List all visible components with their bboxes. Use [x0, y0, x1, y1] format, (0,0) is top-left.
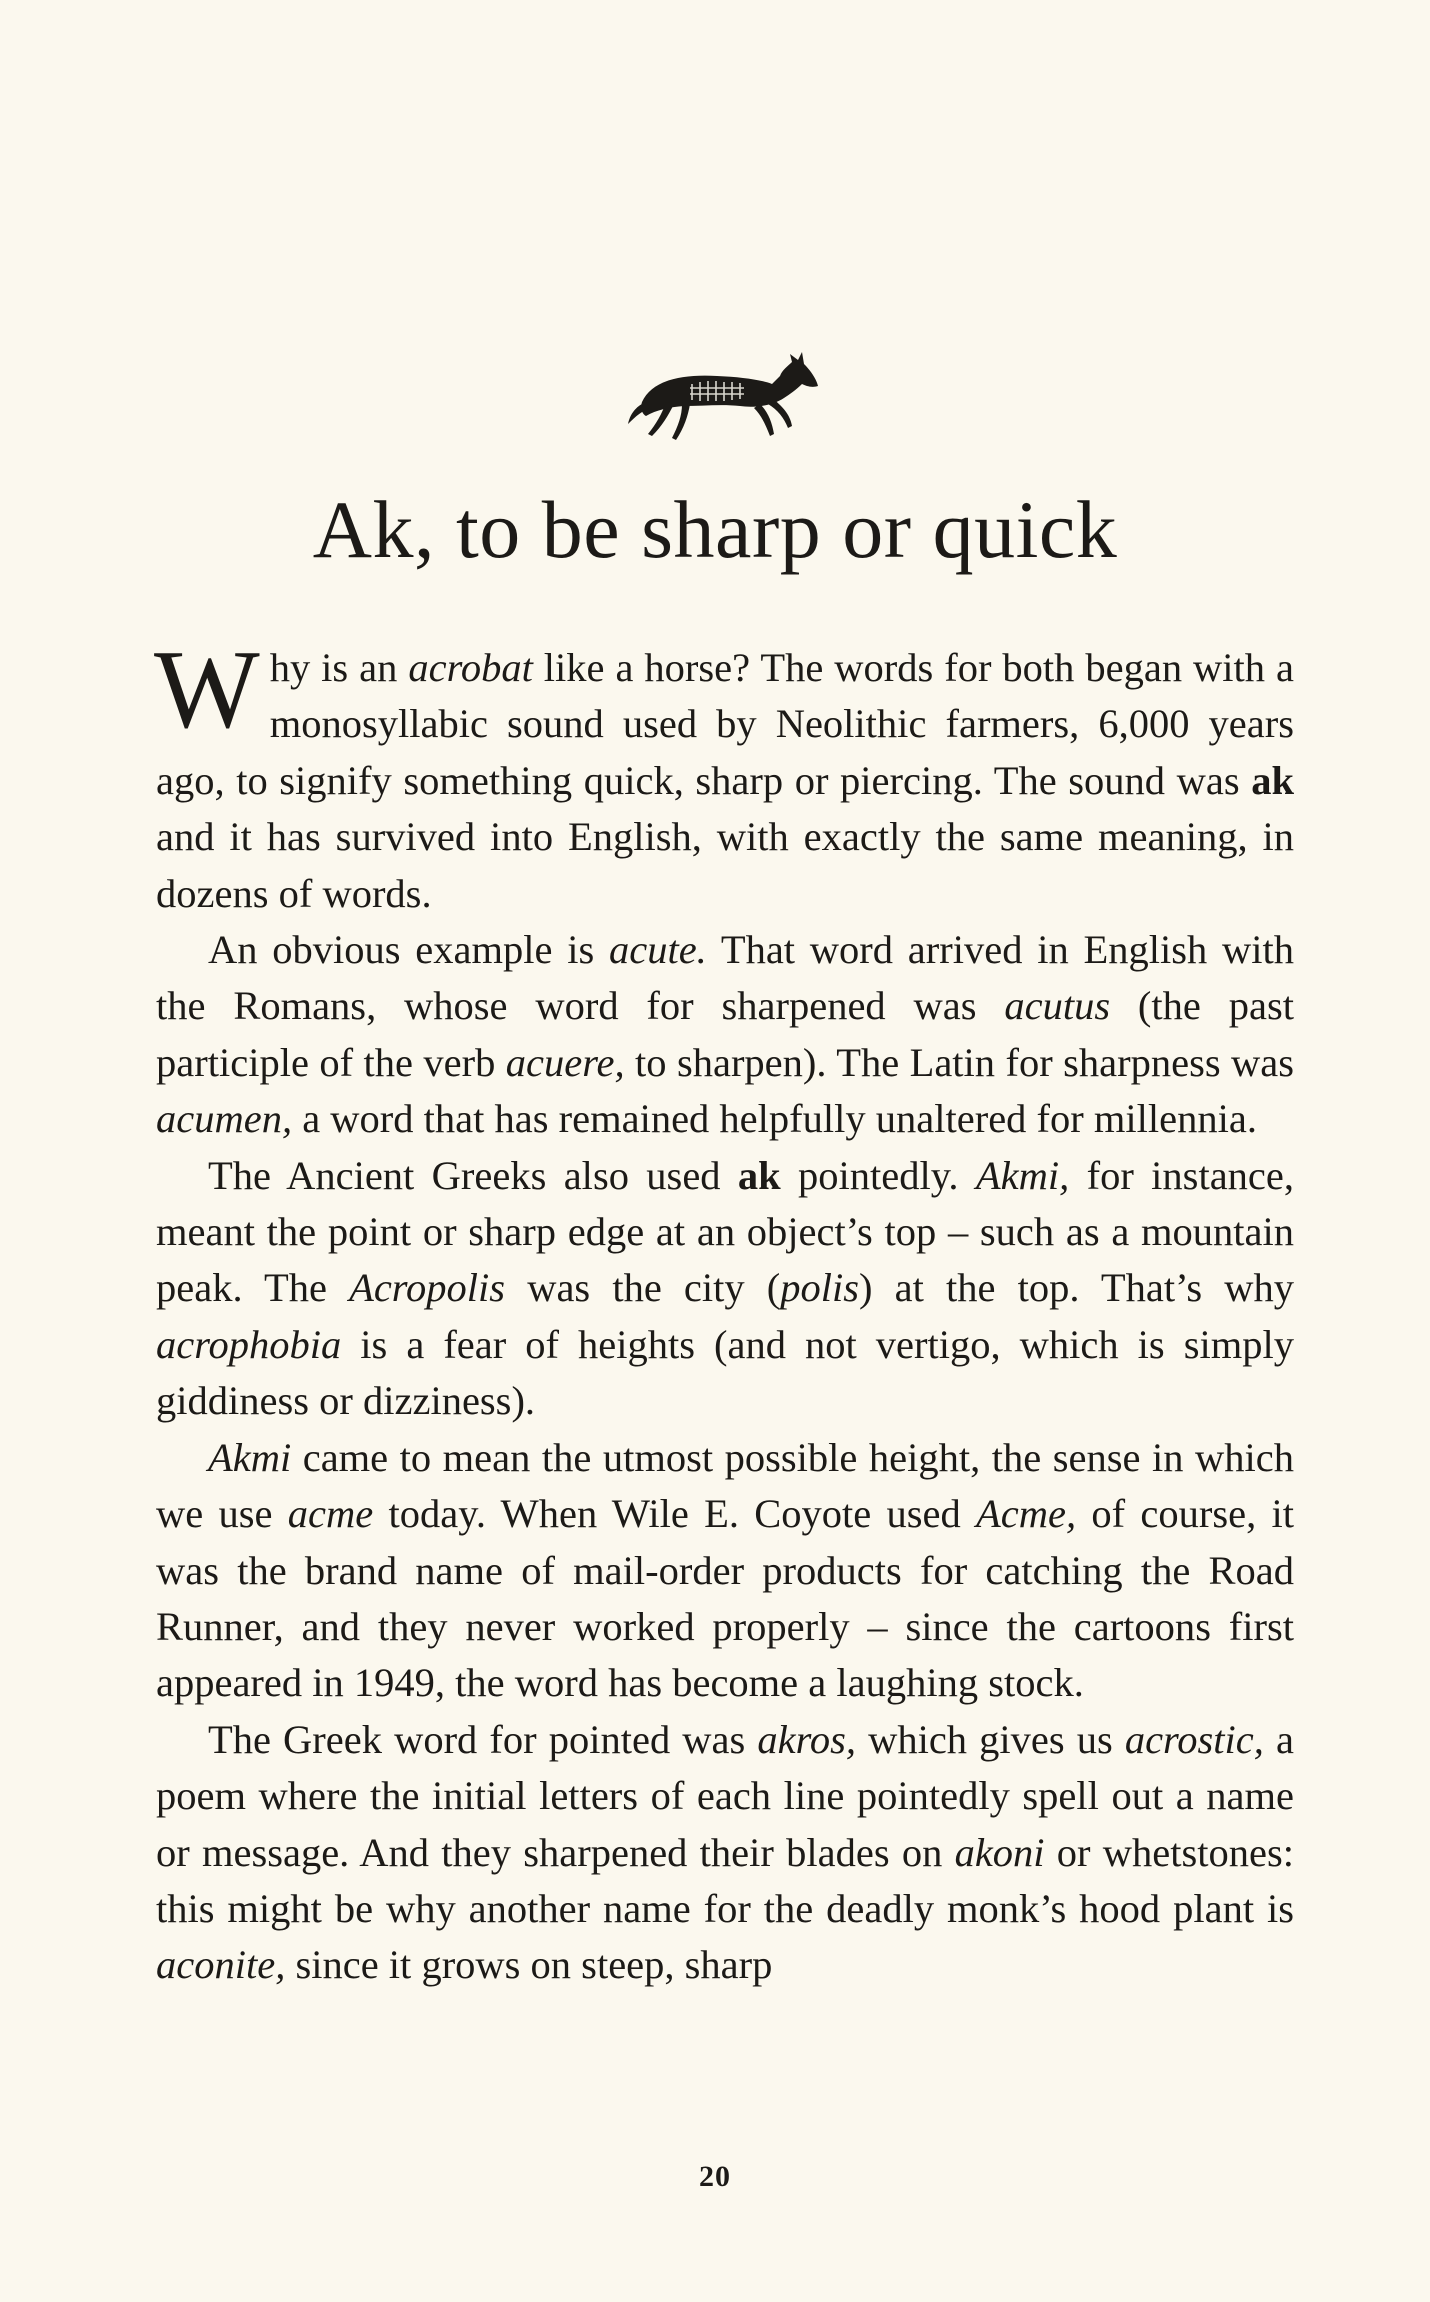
text-run: The Greek word for pointed was [208, 1716, 758, 1762]
italic-term: Akmi [208, 1434, 292, 1480]
text-run: which gives us [855, 1716, 1125, 1762]
italic-term: polis [780, 1265, 860, 1311]
italic-term: acrobat [408, 645, 533, 690]
bold-term: ak [737, 1152, 781, 1198]
body-text [154, 628, 1295, 1994]
italic-term: acme [287, 1491, 374, 1537]
italic-term: Acme, [976, 1491, 1077, 1537]
italic-term: acute. [608, 927, 707, 973]
text-run: or whetstones: this might be why another name for the deadly monk’s hood plant is [156, 1829, 1294, 1931]
text-run: since it grows on steep, sharp [285, 1942, 773, 1988]
text-run: (the past participle of the verb [156, 983, 1294, 1085]
italic-term: akoni [954, 1829, 1045, 1875]
drop-cap: W [154, 628, 260, 752]
text-run: is a fear of heights (and not vertigo, which is simply giddiness or dizziness). [156, 1321, 1294, 1424]
text-run: a poem where the initial letters of each line pointedly spell out a name or message. And they sharpened their blades on [156, 1716, 1294, 1875]
bold-term: ak [1251, 757, 1294, 803]
chapter-title: Ak, to be sharp or quick [312, 484, 1118, 575]
text-run: came to mean the utmost possible height, the sense in which we use [156, 1434, 1294, 1537]
text-run: and it has survived into English, with exactly the same meaning, in dozens of words. [156, 814, 1294, 916]
text-run: for instance, meant the point or sharp edge at an object’s top – such as a mountain peak. The [156, 1152, 1294, 1311]
text-run: hy is an [269, 645, 409, 690]
text-run: to sharpen). The Latin for sharpness was [624, 1039, 1294, 1085]
text-run: a word that has remained helpfully unaltered for millennia. [292, 1096, 1257, 1142]
paragraph [156, 1430, 1294, 1712]
italic-term: acumen, [156, 1096, 293, 1142]
paragraph [156, 1148, 1294, 1430]
italic-term: Akmi, [975, 1152, 1070, 1198]
page-number: 20 [699, 2160, 731, 2193]
text-run: of course, it was the brand name of mail-order products for catching the Road Runner, and they never worked properly – since the cartoons first appeared in 1949, the word has become a laughing stock. [156, 1491, 1294, 1706]
paragraph [154, 628, 1294, 922]
paragraph [156, 922, 1294, 1148]
text-run: That word arrived in English with the Romans, whose word for sharpened was [156, 927, 1294, 1029]
italic-term: acrostic, [1124, 1716, 1264, 1762]
paragraph [156, 1712, 1294, 1994]
italic-term: Acropolis [349, 1265, 506, 1311]
italic-term: aconite, [156, 1942, 286, 1988]
italic-term: acuere, [505, 1039, 625, 1085]
text-run: The Ancient Greeks also used [208, 1152, 738, 1198]
text-run: An obvious example is [208, 927, 609, 973]
italic-term: akros, [757, 1716, 856, 1762]
running-horse-icon [622, 340, 822, 450]
text-run: was the city ( [505, 1265, 781, 1311]
text-run: like a horse? The words for both began with a monosyllabic sound used by Neolithic farmers, 6,000 years ago, to signify something quick, sharp or piercing. The sound was [156, 645, 1294, 803]
italic-term: acutus [1004, 983, 1111, 1029]
italic-term: acrophobia [156, 1321, 342, 1367]
text-run: pointedly. [780, 1152, 976, 1198]
text-run: ) at the top. That’s why [859, 1265, 1295, 1311]
text-run: today. When Wile E. Coyote used [373, 1491, 977, 1537]
